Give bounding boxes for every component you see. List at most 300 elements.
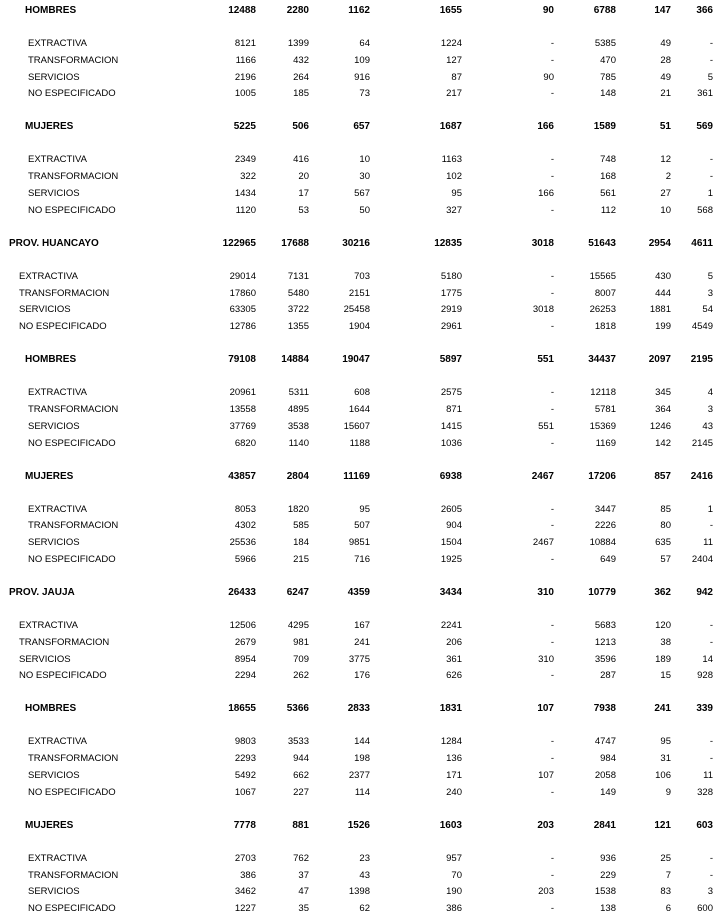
- cell-value: 47: [298, 886, 309, 898]
- table-row: [0, 735, 717, 749]
- cell-value: 184: [293, 537, 309, 549]
- cell-value: 6938: [439, 470, 462, 482]
- cell-value: 3722: [287, 304, 309, 316]
- cell-value: 1881: [649, 304, 671, 316]
- cell-value: 585: [293, 520, 309, 532]
- cell-value: 748: [600, 154, 616, 166]
- cell-value: 21: [660, 88, 671, 100]
- cell-value: 2241: [440, 620, 462, 631]
- cell-value: 432: [293, 54, 309, 66]
- cell-value: 25536: [229, 537, 256, 549]
- cell-value: -: [709, 54, 713, 66]
- row-label: HOMBRES: [25, 5, 77, 16]
- row-label: EXTRACTIVA: [28, 503, 87, 515]
- table-row: [0, 386, 717, 400]
- cell-value: 17206: [588, 470, 616, 482]
- cell-value: 23: [359, 852, 370, 864]
- cell-value: 3: [707, 287, 713, 299]
- cell-value: 166: [537, 121, 554, 133]
- cell-value: 551: [537, 354, 554, 366]
- table-row: [0, 403, 717, 417]
- cell-value: 984: [600, 753, 616, 765]
- cell-value: -: [550, 670, 554, 682]
- cell-value: 49: [660, 38, 671, 49]
- cell-value: 8121: [234, 38, 256, 49]
- row-label: EXTRACTIVA: [28, 736, 87, 748]
- cell-value: -: [709, 736, 713, 748]
- table-row: [0, 902, 717, 916]
- cell-value: 11169: [343, 470, 370, 482]
- cell-value: -: [550, 903, 554, 915]
- cell-value: 7778: [233, 819, 256, 831]
- cell-value: 2280: [286, 5, 309, 16]
- cell-value: 51: [659, 121, 671, 133]
- subtotal-row: [0, 702, 717, 716]
- cell-value: 1818: [594, 321, 616, 333]
- cell-value: 167: [354, 620, 370, 631]
- cell-value: 10: [660, 204, 671, 216]
- cell-value: 2833: [347, 703, 370, 715]
- cell-value: 50: [359, 204, 370, 216]
- cell-value: 506: [292, 121, 309, 133]
- cell-value: 17: [298, 188, 309, 199]
- cell-value: 12488: [228, 5, 256, 16]
- cell-value: 79108: [228, 354, 256, 366]
- cell-value: 1355: [287, 321, 309, 333]
- cell-value: 90: [542, 5, 554, 16]
- cell-value: 568: [697, 204, 713, 216]
- cell-value: 1398: [348, 886, 370, 898]
- row-label: TRANSFORMACION: [28, 520, 119, 532]
- cell-value: 262: [293, 670, 309, 682]
- cell-value: 241: [354, 636, 370, 648]
- cell-value: 217: [446, 88, 462, 100]
- cell-value: 34437: [588, 354, 616, 366]
- cell-value: 5311: [288, 387, 309, 399]
- row-label: SERVICIOS: [19, 304, 71, 316]
- cell-value: 147: [654, 5, 671, 16]
- cell-value: 881: [292, 819, 309, 831]
- cell-value: 361: [446, 653, 462, 665]
- cell-value: 364: [655, 404, 671, 415]
- cell-value: 4359: [347, 587, 370, 598]
- cell-value: 1687: [439, 121, 462, 133]
- cell-value: 2196: [234, 71, 256, 83]
- cell-value: 185: [293, 88, 309, 100]
- cell-value: 199: [655, 321, 671, 333]
- cell-value: 54: [702, 304, 713, 316]
- cell-value: 8007: [594, 287, 616, 299]
- cell-value: 1831: [439, 703, 462, 715]
- cell-value: 1213: [594, 636, 616, 648]
- cell-value: -: [709, 869, 713, 881]
- cell-value: 2349: [234, 154, 256, 166]
- row-label: EXTRACTIVA: [19, 620, 78, 631]
- cell-value: 142: [655, 437, 671, 449]
- cell-value: 4302: [234, 520, 256, 532]
- cell-value: 12118: [590, 387, 616, 399]
- cell-value: 322: [240, 171, 256, 183]
- cell-value: 657: [353, 121, 370, 133]
- cell-value: -: [550, 204, 554, 216]
- cell-value: 3538: [287, 420, 309, 432]
- cell-value: 15565: [589, 270, 616, 282]
- cell-value: 936: [600, 852, 616, 864]
- cell-value: 107: [538, 770, 554, 781]
- cell-value: -: [550, 437, 554, 449]
- cell-value: 17688: [281, 237, 309, 249]
- cell-value: -: [550, 520, 554, 532]
- cell-value: 3533: [287, 736, 309, 748]
- subtotal-row: [0, 470, 717, 484]
- cell-value: 1526: [347, 819, 370, 831]
- table-row: [0, 54, 717, 68]
- table-row: [0, 153, 717, 167]
- cell-value: 5385: [594, 38, 616, 49]
- cell-value: 1140: [288, 437, 309, 449]
- cell-value: 444: [655, 287, 671, 299]
- cell-value: 1169: [595, 437, 616, 449]
- cell-value: 928: [697, 670, 713, 682]
- cell-value: 416: [293, 154, 309, 166]
- cell-value: 106: [655, 770, 671, 781]
- cell-value: 287: [600, 670, 616, 682]
- cell-value: 127: [446, 54, 462, 66]
- cell-value: 957: [446, 852, 462, 864]
- province-row: [0, 586, 717, 600]
- cell-value: -: [550, 38, 554, 49]
- cell-value: 2145: [691, 437, 713, 449]
- cell-value: 2058: [594, 770, 616, 781]
- cell-value: 6788: [593, 5, 616, 16]
- cell-value: 2919: [440, 304, 462, 316]
- cell-value: 4295: [287, 620, 309, 631]
- cell-value: 4747: [594, 736, 616, 748]
- row-label: MUJERES: [25, 121, 74, 133]
- cell-value: 608: [354, 387, 370, 399]
- cell-value: -: [709, 753, 713, 765]
- cell-value: 43: [359, 869, 370, 881]
- cell-value: 2703: [234, 852, 256, 864]
- cell-value: 95: [660, 736, 671, 748]
- cell-value: 102: [446, 171, 462, 183]
- cell-value: 13558: [229, 404, 256, 415]
- cell-value: 6: [665, 903, 671, 915]
- cell-value: 14: [702, 653, 713, 665]
- cell-value: 107: [537, 703, 554, 715]
- table-row: [0, 71, 717, 85]
- cell-value: 361: [697, 88, 713, 100]
- province-row: [0, 237, 717, 251]
- cell-value: 2294: [234, 670, 256, 682]
- cell-value: 37: [298, 869, 309, 881]
- cell-value: -: [550, 620, 554, 631]
- cell-value: 649: [600, 554, 616, 565]
- subtotal-row: [0, 120, 717, 134]
- cell-value: 2226: [594, 520, 616, 532]
- cell-value: 7: [665, 869, 671, 881]
- cell-value: 166: [538, 188, 554, 199]
- cell-value: 227: [293, 786, 309, 798]
- cell-value: 176: [354, 670, 370, 682]
- row-label: TRANSFORMACION: [19, 636, 110, 648]
- table-row: [0, 437, 717, 451]
- cell-value: -: [709, 171, 713, 183]
- cell-value: 1036: [440, 437, 462, 449]
- cell-value: 12: [660, 154, 671, 166]
- row-label: EXTRACTIVA: [28, 154, 87, 166]
- table-row: [0, 187, 717, 201]
- cell-value: 626: [446, 670, 462, 682]
- cell-value: 1775: [440, 287, 462, 299]
- cell-value: -: [550, 88, 554, 100]
- cell-value: 3: [707, 886, 713, 898]
- cell-value: 2804: [286, 470, 309, 482]
- cell-value: 241: [654, 703, 671, 715]
- cell-value: 981: [293, 636, 309, 648]
- cell-value: 9803: [234, 736, 256, 748]
- row-label: NO ESPECIFICADO: [19, 321, 107, 333]
- row-label: SERVICIOS: [19, 653, 71, 665]
- table-row: [0, 636, 717, 650]
- cell-value: 15369: [589, 420, 616, 432]
- cell-value: -: [709, 520, 713, 532]
- cell-value: 148: [600, 88, 616, 100]
- row-label: PROV. JAUJA: [9, 587, 75, 598]
- cell-value: 709: [293, 653, 309, 665]
- cell-value: 310: [537, 587, 554, 598]
- table-row: [0, 320, 717, 334]
- cell-value: 1415: [440, 420, 462, 432]
- cell-value: 386: [446, 903, 462, 915]
- cell-value: 1188: [349, 437, 370, 449]
- row-label: NO ESPECIFICADO: [28, 88, 116, 100]
- cell-value: 4895: [287, 404, 309, 415]
- cell-value: 30: [359, 171, 370, 183]
- cell-value: 5966: [234, 554, 256, 565]
- cell-value: 5480: [287, 287, 309, 299]
- cell-value: -: [550, 554, 554, 565]
- cell-value: 2: [665, 171, 671, 183]
- cell-value: 310: [538, 653, 554, 665]
- table-row: [0, 536, 717, 550]
- cell-value: 43857: [228, 470, 256, 482]
- cell-value: -: [709, 620, 713, 631]
- cell-value: 1603: [439, 819, 462, 831]
- cell-value: 136: [446, 753, 462, 765]
- cell-value: 1005: [234, 88, 256, 100]
- cell-value: 1120: [235, 204, 256, 216]
- cell-value: 87: [451, 71, 462, 83]
- cell-value: 857: [654, 470, 671, 482]
- cell-value: 942: [696, 587, 713, 598]
- row-label: NO ESPECIFICADO: [28, 903, 116, 915]
- cell-value: 95: [359, 503, 370, 515]
- cell-value: 1820: [287, 503, 309, 515]
- cell-value: -: [550, 503, 554, 515]
- cell-value: 1538: [594, 886, 616, 898]
- cell-value: -: [550, 852, 554, 864]
- cell-value: 944: [293, 753, 309, 765]
- cell-value: 3434: [439, 587, 462, 598]
- table-row: [0, 287, 717, 301]
- cell-value: 20961: [229, 387, 256, 399]
- cell-value: 1504: [440, 537, 462, 549]
- cell-value: 1: [707, 503, 713, 515]
- cell-value: 43: [702, 420, 713, 432]
- cell-value: 662: [293, 770, 309, 781]
- cell-value: 29014: [229, 270, 256, 282]
- cell-value: -: [550, 753, 554, 765]
- cell-value: 569: [696, 121, 713, 133]
- cell-value: 2404: [691, 554, 713, 565]
- cell-value: 25: [660, 852, 671, 864]
- row-label: PROV. HUANCAYO: [9, 237, 99, 249]
- cell-value: 7131: [287, 270, 309, 282]
- cell-value: 10: [359, 154, 370, 166]
- cell-value: 1284: [440, 736, 462, 748]
- row-label: SERVICIOS: [28, 71, 80, 83]
- cell-value: -: [550, 387, 554, 399]
- cell-value: 109: [354, 54, 370, 66]
- table-row: [0, 87, 717, 101]
- cell-value: 567: [354, 188, 370, 199]
- cell-value: -: [550, 270, 554, 282]
- cell-value: 1166: [235, 54, 256, 66]
- cell-value: 507: [354, 520, 370, 532]
- cell-value: 5897: [439, 354, 462, 366]
- cell-value: 6820: [234, 437, 256, 449]
- cell-value: 5683: [594, 620, 616, 631]
- cell-value: 2293: [234, 753, 256, 765]
- cell-value: 18655: [228, 703, 256, 715]
- cell-value: 871: [446, 404, 462, 415]
- row-label: EXTRACTIVA: [28, 852, 87, 864]
- cell-value: 121: [654, 819, 671, 831]
- cell-value: 17860: [229, 287, 256, 299]
- cell-value: 5225: [233, 121, 256, 133]
- cell-value: 11: [703, 537, 713, 549]
- cell-value: 37769: [229, 420, 256, 432]
- cell-value: 38: [660, 636, 671, 648]
- cell-value: -: [550, 636, 554, 648]
- cell-value: 1589: [593, 121, 616, 133]
- cell-value: -: [709, 38, 713, 49]
- cell-value: 327: [446, 204, 462, 216]
- cell-value: 362: [654, 587, 671, 598]
- cell-value: 2377: [348, 770, 370, 781]
- subtotal-row: [0, 819, 717, 833]
- table-row: [0, 204, 717, 218]
- cell-value: 470: [600, 54, 616, 66]
- cell-value: 2097: [648, 354, 671, 366]
- row-label: TRANSFORMACION: [19, 287, 110, 299]
- cell-value: -: [709, 636, 713, 648]
- cell-value: 206: [446, 636, 462, 648]
- cell-value: 240: [446, 786, 462, 798]
- cell-value: 26253: [589, 304, 616, 316]
- cell-value: 386: [240, 869, 256, 881]
- cell-value: 3596: [594, 653, 616, 665]
- cell-value: 95: [451, 188, 462, 199]
- cell-value: 51643: [588, 237, 616, 249]
- cell-value: 5781: [594, 404, 616, 415]
- cell-value: 1655: [439, 5, 462, 16]
- cell-value: 26433: [228, 587, 256, 598]
- cell-value: 198: [354, 753, 370, 765]
- cell-value: 80: [660, 520, 671, 532]
- cell-value: 2575: [440, 387, 462, 399]
- cell-value: 63305: [229, 304, 256, 316]
- cell-value: 11: [703, 770, 713, 781]
- cell-value: 551: [538, 420, 554, 432]
- row-label: NO ESPECIFICADO: [28, 554, 116, 565]
- table-row: [0, 619, 717, 633]
- cell-value: -: [550, 154, 554, 166]
- cell-value: 3775: [348, 653, 370, 665]
- cell-value: 1: [707, 188, 713, 199]
- cell-value: 27: [660, 188, 671, 199]
- cell-value: 114: [354, 786, 370, 798]
- cell-value: -: [550, 321, 554, 333]
- row-label: HOMBRES: [25, 354, 77, 366]
- cell-value: 4549: [691, 321, 713, 333]
- cell-value: 10884: [589, 537, 616, 549]
- cell-value: -: [709, 852, 713, 864]
- cell-value: 1162: [348, 5, 370, 16]
- cell-value: 1904: [348, 321, 370, 333]
- cell-value: 112: [600, 204, 616, 216]
- cell-value: 64: [359, 38, 370, 49]
- cell-value: 229: [600, 869, 616, 881]
- cell-value: 904: [446, 520, 462, 532]
- subtotal-row: [0, 353, 717, 367]
- cell-value: 5: [707, 71, 713, 83]
- cell-value: 603: [696, 819, 713, 831]
- cell-value: 49: [660, 71, 671, 83]
- cell-value: 5: [707, 270, 713, 282]
- cell-value: 2195: [690, 354, 713, 366]
- table-row: [0, 503, 717, 517]
- cell-value: 1163: [441, 154, 462, 166]
- table-row: [0, 303, 717, 317]
- cell-value: 149: [600, 786, 616, 798]
- row-label: NO ESPECIFICADO: [28, 437, 116, 449]
- cell-value: 1644: [348, 404, 370, 415]
- cell-value: 1434: [234, 188, 256, 199]
- cell-value: 90: [543, 71, 554, 83]
- cell-value: 20: [298, 171, 309, 183]
- cell-value: 345: [655, 387, 671, 399]
- table-row: [0, 852, 717, 866]
- cell-value: 70: [451, 869, 462, 881]
- cell-value: 9: [665, 786, 671, 798]
- row-label: EXTRACTIVA: [28, 387, 87, 399]
- cell-value: 12835: [434, 237, 462, 249]
- cell-value: 190: [446, 886, 462, 898]
- cell-value: 14884: [281, 354, 309, 366]
- cell-value: 2467: [532, 537, 554, 549]
- cell-value: 2467: [531, 470, 554, 482]
- row-label: NO ESPECIFICADO: [28, 204, 116, 216]
- cell-value: 2841: [593, 819, 616, 831]
- cell-value: 762: [293, 852, 309, 864]
- cell-value: 916: [354, 71, 370, 83]
- cell-value: 15: [660, 670, 671, 682]
- cell-value: 1227: [234, 903, 256, 915]
- cell-value: -: [550, 786, 554, 798]
- row-label: TRANSFORMACION: [28, 171, 119, 183]
